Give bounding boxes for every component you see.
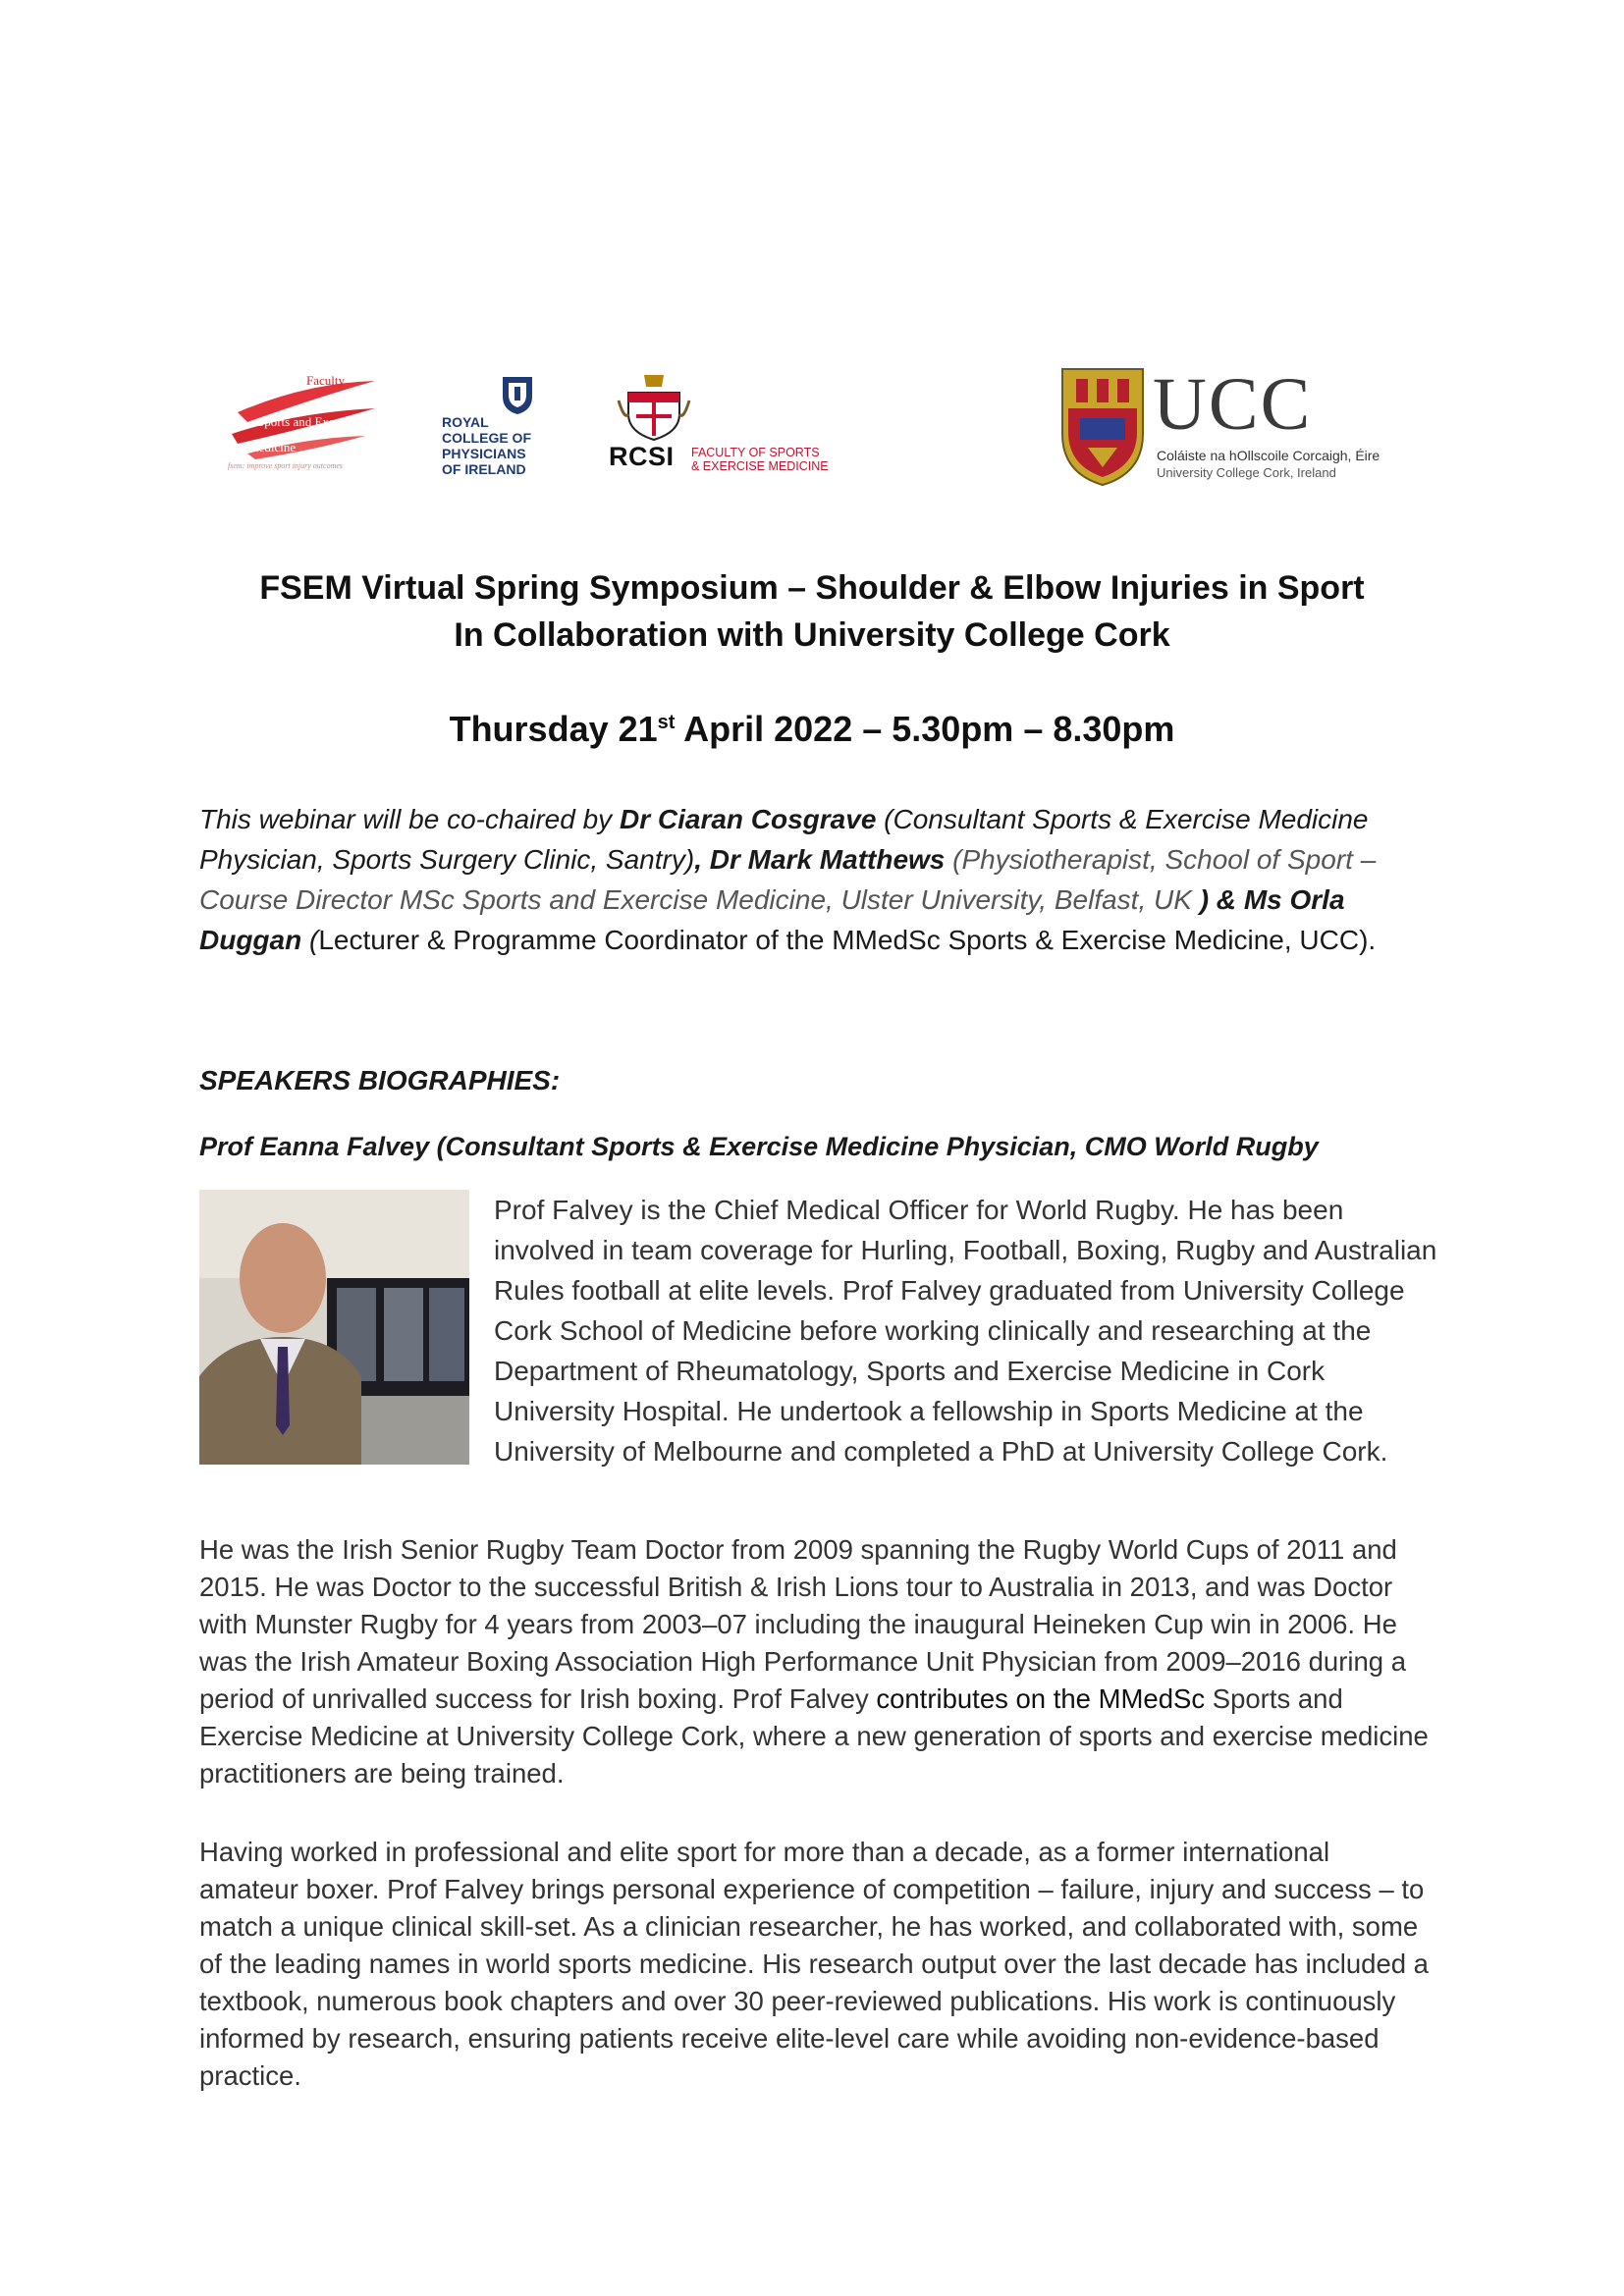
rcsi-faculty-line2: & EXERCISE MEDICINE bbox=[691, 459, 829, 473]
section-heading: SPEAKERS BIOGRAPHIES: bbox=[199, 1065, 561, 1095]
bio-p1-text: Prof Falvey is the Chief Medical Officer for World Rugby. He has been involved in team coverage for Hurling, Football, Boxing, Rugby and Australian Rules football at elite levels. Prof Falvey graduated from University College Cork School of Medicine before working clinically and researching at the Department of Rheumatology, Sports and Exercise Medicine in Cork University Hospital. He undertook a fellowship in Sports Medicine at the University of Melbourne and completed a PhD at University College Cork. bbox=[494, 1195, 1437, 1467]
fsem-logo bbox=[228, 373, 385, 475]
event-subtitle: In Collaboration with University College Cork bbox=[454, 616, 1170, 654]
chair-2-name: Dr Mark Matthews bbox=[709, 844, 946, 875]
rcpi-crest-icon bbox=[442, 375, 545, 414]
chair-3-open-paren: ( bbox=[301, 925, 319, 955]
chair-1-role: (Consultant Sports & Exercise Medicine Physician, Sports Surgery Clinic, Santry) bbox=[199, 804, 1369, 875]
fsem-line2: Sports and Exercise bbox=[257, 414, 359, 429]
speaker-bio-paragraph-3: Having worked in professional and elite sport for more than a decade, as a former international amateur boxer. Prof Falvey brings personal experience of competition – failure, injury and success – to match a unique clinical skill-set. As a clinician researcher, he has worked, and collaborated with, some of the leading names in world sports medicine. His research output over the last decade has included a textbook, numerous book chapters and over 30 peer-reviewed publications. His work is continuously informed by research, ensuring patients receive elite-level care while avoiding non-evidence-based practice. bbox=[199, 1837, 1429, 2091]
fsem-tagline: fsem: improve sport injury outcomes bbox=[228, 461, 344, 470]
intro-separator: , bbox=[694, 844, 710, 875]
event-title: FSEM Virtual Spring Symposium – Shoulder & Elbow Injuries in Sport bbox=[259, 569, 1365, 607]
intro-paragraph bbox=[199, 799, 1435, 960]
fsem-line3: Medicine bbox=[247, 440, 297, 454]
date-prefix: Thursday 21 bbox=[449, 709, 658, 749]
ucc-crest-icon bbox=[1058, 365, 1147, 487]
event-date bbox=[0, 709, 1624, 750]
bio-p2-text-a: He was the Irish Senior Rugby Team Doctor from 2009 spanning the Rugby World Cups of 2011 and 2015. He was Doctor to the successful British & Irish Lions tour to Australia in 2013, and was Doctor with Munster Rugby for 4 years from 2003–07 including the inaugural Heineken Cup win in 2006. He was the Irish Amateur Boxing Association High Performance Unit Physician from 2009–2016 during a period of unrivalled success for Irish boxing. Prof Falvey bbox=[199, 1534, 1406, 1714]
chair-2-role: (Physiotherapist, School of Sport – Course Director MSc Sports and Exercise Medicine, Ulster University, Belfast, UK bbox=[199, 844, 1377, 915]
rcsi-abbr: RCSI bbox=[609, 442, 675, 471]
bio-p2-text-c: Sports and Exercise Medicine at University College Cork, where a new generation of sports and exercise medicine practitioners are being trained. bbox=[199, 1683, 1429, 1789]
ucc-logo bbox=[1058, 365, 1392, 491]
photo-spacer bbox=[199, 1190, 494, 1465]
fsem-line1: Faculty bbox=[306, 373, 345, 388]
rcsi-logo bbox=[609, 371, 844, 479]
chair-3-name: Ms Orla Duggan bbox=[199, 884, 1345, 955]
bio-p2-text-b: contributes on the MMedSc bbox=[876, 1683, 1206, 1714]
date-suffix-ordinal: st bbox=[657, 712, 676, 733]
ucc-english-name: University College Cork, Ireland bbox=[1157, 465, 1336, 480]
rcpi-name: ROYAL COLLEGE OF PHYSICIANS OF IRELAND bbox=[442, 414, 531, 477]
speaker-bio-paragraph-1 bbox=[199, 1190, 1438, 1471]
ucc-irish-name: Coláiste na hOllscoile Corcaigh, Éire bbox=[1157, 448, 1380, 463]
speaker-name: Prof Eanna Falvey (Consultant Sports & Exercise Medicine Physician, CMO World Rugby bbox=[199, 1132, 1319, 1161]
date-time: April 2022 – 5.30pm – 8.30pm bbox=[675, 709, 1175, 749]
chair-1-name: Dr Ciaran Cosgrave bbox=[619, 804, 877, 834]
intro-connector: ) & bbox=[1199, 884, 1244, 915]
intro-text-1: This webinar will be co-chaired by bbox=[199, 804, 620, 834]
rcsi-faculty bbox=[691, 446, 829, 473]
rcsi-crest-icon bbox=[615, 371, 693, 442]
ucc-abbr: UCC bbox=[1153, 363, 1313, 446]
speaker-bio-paragraph-2 bbox=[199, 1531, 1435, 1792]
chair-3-role: Lecturer & Programme Coordinator of the MMedSc Sports & Exercise Medicine, UCC). bbox=[318, 925, 1377, 955]
rcpi-logo bbox=[442, 375, 545, 477]
rcsi-faculty-line1: FACULTY OF SPORTS bbox=[691, 446, 820, 459]
